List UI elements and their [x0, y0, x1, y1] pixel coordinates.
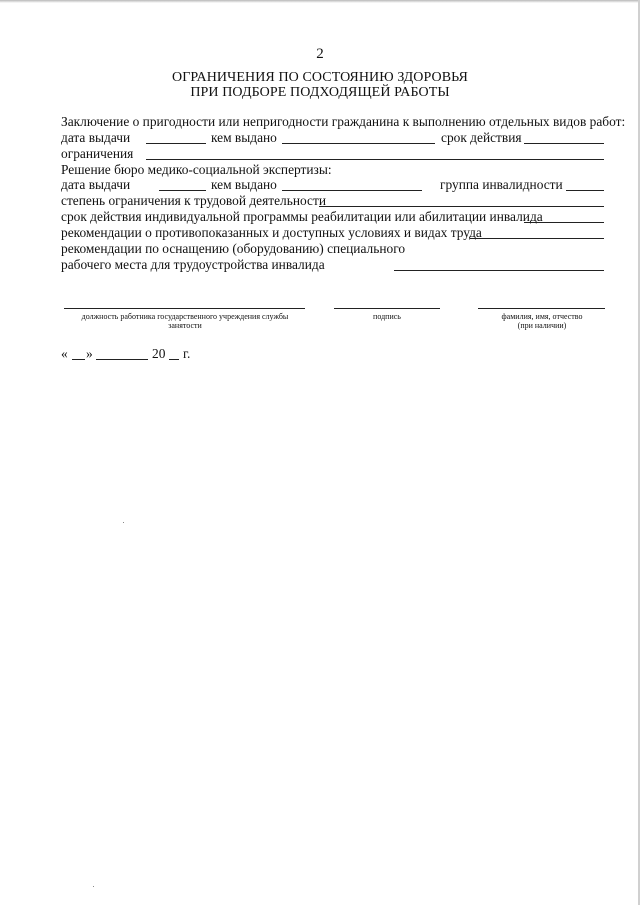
- page-number: 2: [316, 46, 324, 62]
- mse-heading: Решение бюро медико-социальной экспертизы:: [61, 162, 332, 177]
- mse-recommendations-equipment-row2: [61, 257, 606, 273]
- mse-disability-group-field[interactable]: [566, 190, 604, 191]
- full-name-line[interactable]: [478, 308, 605, 309]
- scan-speck: [123, 522, 124, 523]
- mse-recommendations-equipment-label-line1: рекомендации по оснащению (оборудованию) специального: [61, 241, 406, 256]
- signature-caption: подпись: [373, 312, 401, 321]
- mse-issued-by-field[interactable]: [282, 190, 422, 191]
- signature-line[interactable]: [334, 308, 440, 309]
- conclusion-issue-date-field[interactable]: [146, 143, 206, 144]
- full-name-caption: [472, 312, 612, 330]
- form-title-line2: ПРИ ПОДБОРЕ ПОДХОДЯЩЕЙ РАБОТЫ: [190, 85, 450, 100]
- mse-work-restriction-row: [61, 193, 606, 209]
- conclusion-issue-date-label: дата выдачи: [61, 130, 131, 145]
- conclusion-restrictions-label: ограничения: [61, 146, 134, 161]
- date-close-quote: »: [86, 346, 93, 361]
- mse-recommendations-equipment-row1: [61, 241, 606, 257]
- date-year-suffix: г.: [183, 346, 191, 361]
- date-month-field[interactable]: [96, 359, 148, 360]
- position-caption: [60, 312, 310, 330]
- conclusion-restrictions-field[interactable]: [146, 159, 604, 160]
- mse-issued-by-label: кем выдано: [211, 177, 277, 192]
- conclusion-validity-field[interactable]: [524, 143, 604, 144]
- conclusion-validity-label: срок действия: [441, 130, 522, 145]
- mse-recommendations-equipment-field[interactable]: [394, 270, 604, 271]
- mse-details-row: [61, 177, 606, 193]
- mse-recommendations-conditions-field[interactable]: [470, 238, 604, 239]
- mse-work-restriction-field[interactable]: [319, 206, 604, 207]
- position-signature-line[interactable]: [64, 308, 305, 309]
- conclusion-issued-by-label: кем выдано: [211, 130, 277, 145]
- date-year-prefix: 20: [152, 346, 166, 361]
- mse-program-validity-field[interactable]: [524, 222, 604, 223]
- scan-speck: [93, 886, 94, 887]
- conclusion-heading-row: [61, 114, 626, 130]
- conclusion-heading: Заключение о пригодности или непригодности гражданина к выполнению отдельных видов работ:: [61, 114, 626, 129]
- full-name-caption-line1: фамилия, имя, отчество: [501, 312, 583, 321]
- mse-recommendations-equipment-label-line2: рабочего места для трудоустройства инвалида: [61, 257, 325, 272]
- mse-issue-date-label: дата выдачи: [61, 177, 131, 192]
- mse-recommendations-conditions-label: рекомендации о противопоказанных и доступных условиях и видах труда: [61, 225, 482, 240]
- mse-program-validity-label: срок действия индивидуальной программы реабилитации или абилитации инвалида: [61, 209, 543, 224]
- mse-program-validity-row: [61, 209, 606, 225]
- mse-heading-row: [61, 162, 606, 178]
- position-caption-line2: занятости: [168, 321, 202, 330]
- position-caption-line1: должность работника государственного учреждения службы: [81, 312, 289, 321]
- mse-issue-date-field[interactable]: [159, 190, 206, 191]
- mse-recommendations-conditions-row: [61, 225, 606, 241]
- scan-edge-top: [0, 0, 640, 3]
- conclusion-restrictions-row: [61, 146, 606, 162]
- date-day-field[interactable]: [72, 359, 85, 360]
- mse-disability-group-label: группа инвалидности: [440, 177, 563, 192]
- mse-work-restriction-label: степень ограничения к трудовой деятельности: [61, 193, 326, 208]
- conclusion-details-row: [61, 130, 606, 146]
- conclusion-issued-by-field[interactable]: [282, 143, 435, 144]
- date-year-field[interactable]: [169, 359, 179, 360]
- full-name-caption-line2: (при наличии): [517, 321, 567, 330]
- form-title-line1: ОГРАНИЧЕНИЯ ПО СОСТОЯНИЮ ЗДОРОВЬЯ: [172, 70, 468, 85]
- date-open-quote: «: [61, 346, 68, 361]
